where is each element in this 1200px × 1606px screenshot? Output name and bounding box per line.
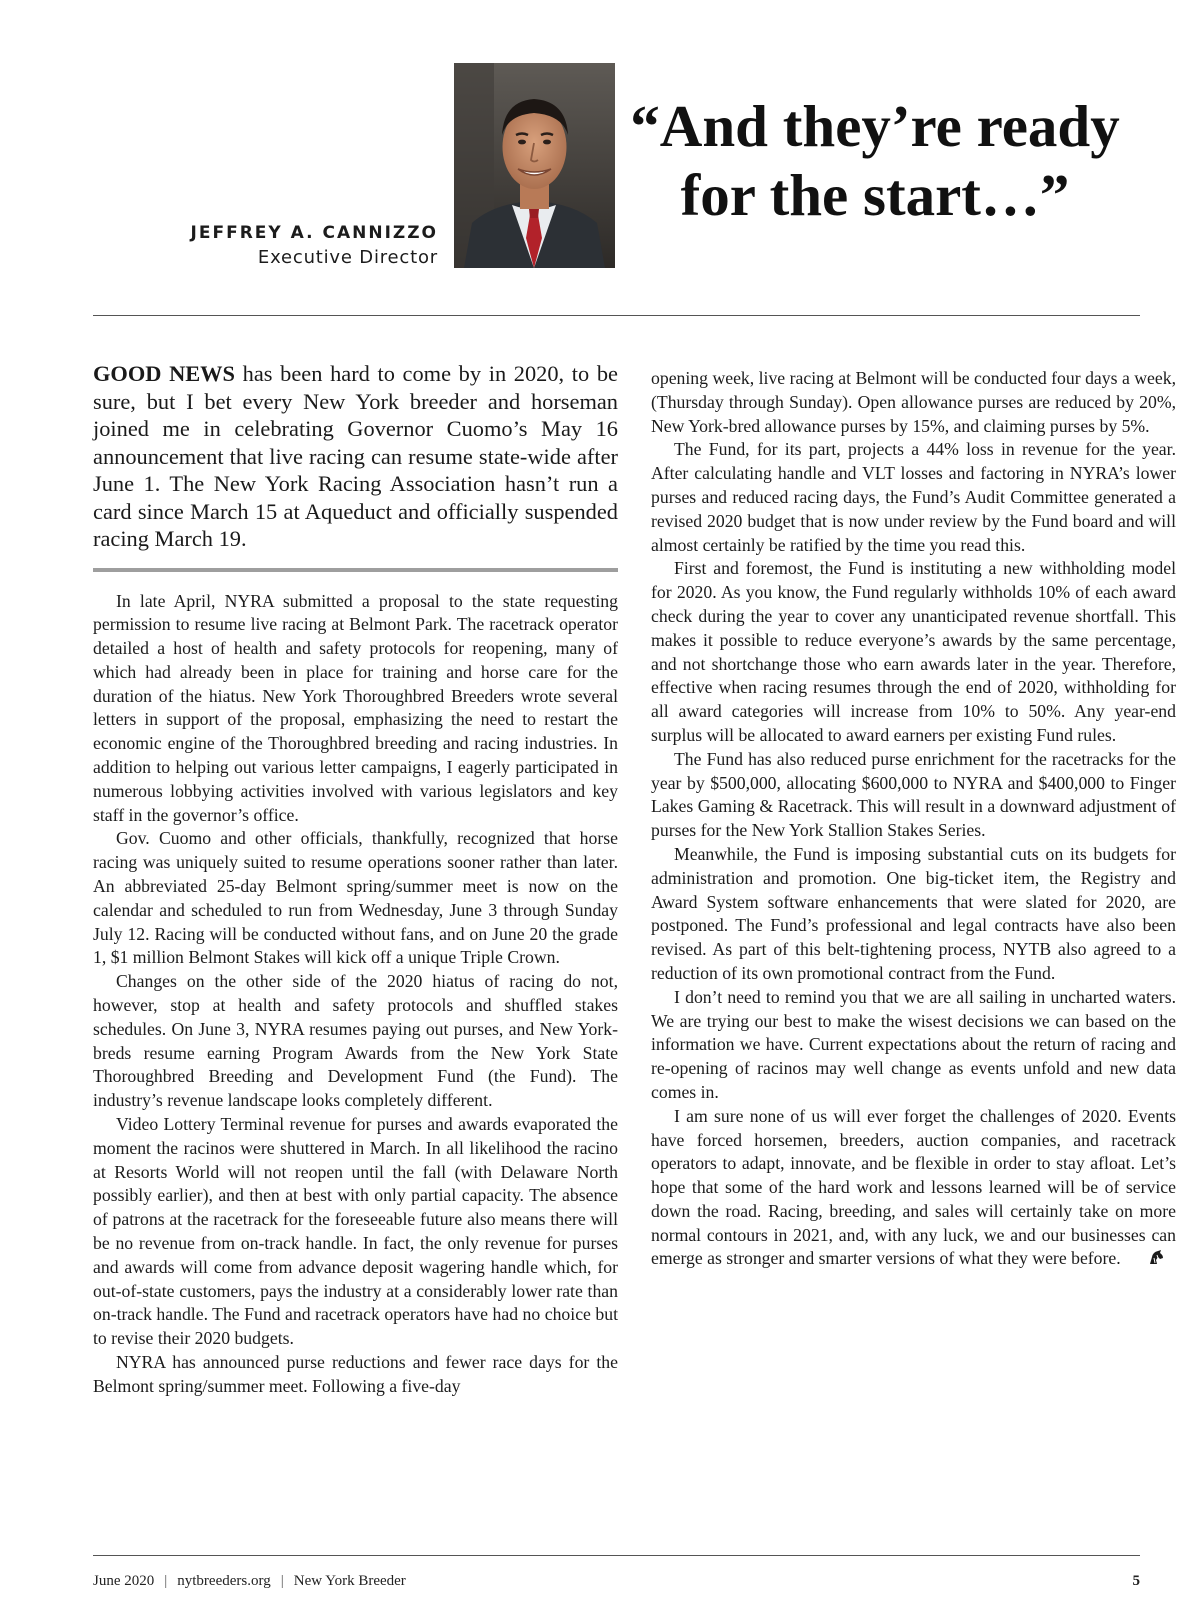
lede-text: has been hard to come by in 2020, to be sure, but I bet every New York breeder and horseman joined me in celebrating Governor Cuomo’s May 16 announcement that live racing can resume state-wide after June 1. The New York Racing Association hasn’t run a card since March 15 at Aqueduct and officially suspended racing March 19. — [93, 361, 618, 551]
horse-head-icon — [1125, 1248, 1141, 1264]
right-column — [651, 367, 1176, 1271]
header-divider — [93, 315, 1140, 316]
headline-line-2: for the start…” — [680, 162, 1070, 228]
footer-publication: New York Breeder — [293, 1573, 406, 1589]
footer-site-link[interactable]: nytbreeders.org — [177, 1573, 271, 1589]
body-paragraph: The Fund has also reduced purse enrichment for the racetracks for the year by $500,000, allocating $600,000 to NYRA and $400,000 to Finger Lakes Gaming & Racetrack. This will result in a downward adjustment of purses for the New York Stallion Stakes Series. — [651, 748, 1176, 841]
body-paragraph: NYRA has announced purse reductions and fewer race days for the Belmont spring/summer meet. Following a five-day — [93, 1352, 618, 1396]
left-column — [93, 360, 618, 1399]
lede-divider — [93, 568, 618, 572]
page-number: 5 — [1132, 1573, 1140, 1589]
body-paragraph: First and foremost, the Fund is instituting a new withholding model for 2020. As you know, the Fund regularly withholds 10% of each award check during the year to cover any unanticipated revenue shortfall. This makes it possible to reduce everyone’s awards by the same percentage, and not shortchange those who earn awards later in the year. Therefore, effective when racing resumes through the end of 2020, withholding for all award categories will increase from 10% to 50%. Any year-end surplus will be allocated to award earners per existing Fund rules. — [651, 558, 1176, 745]
footer-divider — [93, 1555, 1140, 1556]
footer-separator: | — [280, 1573, 284, 1589]
body-paragraph: Changes on the other side of the 2020 hiatus of racing do not, however, stop at health and safety protocols and shuffled stakes schedules. On June 3, NYRA resumes paying out purses, and New York-breds resume earning Program Awards from the New York State Thoroughbred Breeding and Development Fund (the Fund). The industry’s revenue landscape looks completely different. — [93, 971, 618, 1111]
body-paragraph: Gov. Cuomo and other officials, thankfully, recognized that horse racing was uniquely suited to resume operations sooner rather than later. An abbreviated 25-day Belmont spring/summer meet is now on the calendar and scheduled to run from Wednesday, June 3 through Sunday July 12. Racing will be conducted without fans, and on June 20 the grade 1, $1 million Belmont Stakes will kick off a unique Triple Crown. — [93, 828, 618, 968]
author-byline — [191, 221, 438, 271]
footer-date: June 2020 — [93, 1573, 155, 1589]
body-paragraph: opening week, live racing at Belmont will be conducted four days a week, (Thursday through Sunday). Open allowance purses are reduced by 20%, New York-bred allowance purses by 15%, and claiming purses by 5%. — [651, 368, 1176, 436]
author-title: Executive Director — [257, 247, 438, 268]
body-paragraph: In late April, NYRA submitted a proposal to the state requesting permission to resume live racing at Belmont Park. The racetrack operator detailed a host of health and safety protocols for reopening, many of which had already been in place for training and horse care for the duration of the hiatus. New York Thoroughbred Breeders wrote several letters in support of the proposal, emphasizing the need to restart the economic engine of the Thoroughbred breeding and racing industries. In addition to helping out various letter campaigns, I eagerly participated in numerous lobbying activities involved with various legislators and key staff in the governor’s office. — [93, 590, 618, 825]
closing-paragraph-text: I am sure none of us will ever forget the challenges of 2020. Events have forced horsemen, breeders, auction companies, and racetrack operators to adapt, innovate, and be flexible in order to stay afloat. Let’s hope that some of the hard work and lessons learned will be of service down the road. Racing, breeding, and sales will certainly take on more normal contours in 2021, and, with any luck, we and our businesses can emerge as stronger and smarter versions of what they were before. — [651, 1105, 1176, 1269]
page-footer — [93, 1573, 1140, 1597]
footer-separator: | — [164, 1573, 168, 1589]
body-paragraph: I don’t need to remind you that we are all sailing in uncharted waters. We are trying our best to make the wisest decisions we can based on the information we have. Current expectations about the return of racing and re-opening of racinos may well change as events unfold and new data comes in. — [651, 986, 1176, 1102]
body-paragraph: Video Lottery Terminal revenue for purses and awards evaporated the moment the racinos were shuttered in March. In all likelihood the racino at Resorts World will not reopen until the fall (with Delaware North possibly earlier), and then at best with only partial capacity. The absence of patrons at the racetrack for the foreseeable future also means there will be no revenue from on-track handle. In fact, the only revenue for purses and awards will come from advance deposit wagering handle which, for out-of-state customers, pays the industry at a considerably lower rate than on-track handle. The Fund and racetrack operators have had no choice but to revise their 2020 budgets. — [93, 1114, 618, 1349]
body-paragraph: Meanwhile, the Fund is imposing substantial cuts on its budgets for administration and promotion. One big-ticket item, the Registry and Award System software enhancements that were slated for 2020, are postponed. The Fund’s professional and legal contracts have also been revised. As part of this belt-tightening process, NYTB also agreed to a reduction of its own promotional contract from the Fund. — [651, 843, 1176, 983]
author-name: JEFFREY A. CANNIZZO — [190, 223, 438, 243]
headline — [630, 92, 1120, 230]
closing-paragraph — [651, 1105, 1176, 1272]
lede-paragraph — [93, 360, 618, 553]
author-portrait-photo — [454, 63, 615, 268]
lede-lead-in: GOOD NEWS — [93, 361, 236, 386]
body-paragraph: The Fund, for its part, projects a 44% loss in revenue for the year. After calculating handle and VLT losses and factoring in NYRA’s lower purses and reduced racing days, the Fund’s Audit Committee generated a revised 2020 budget that is now under review by the Fund board and will almost certainly be ratified by the time you read this. — [651, 439, 1176, 555]
headline-line-1: “And they’re ready — [630, 93, 1120, 159]
